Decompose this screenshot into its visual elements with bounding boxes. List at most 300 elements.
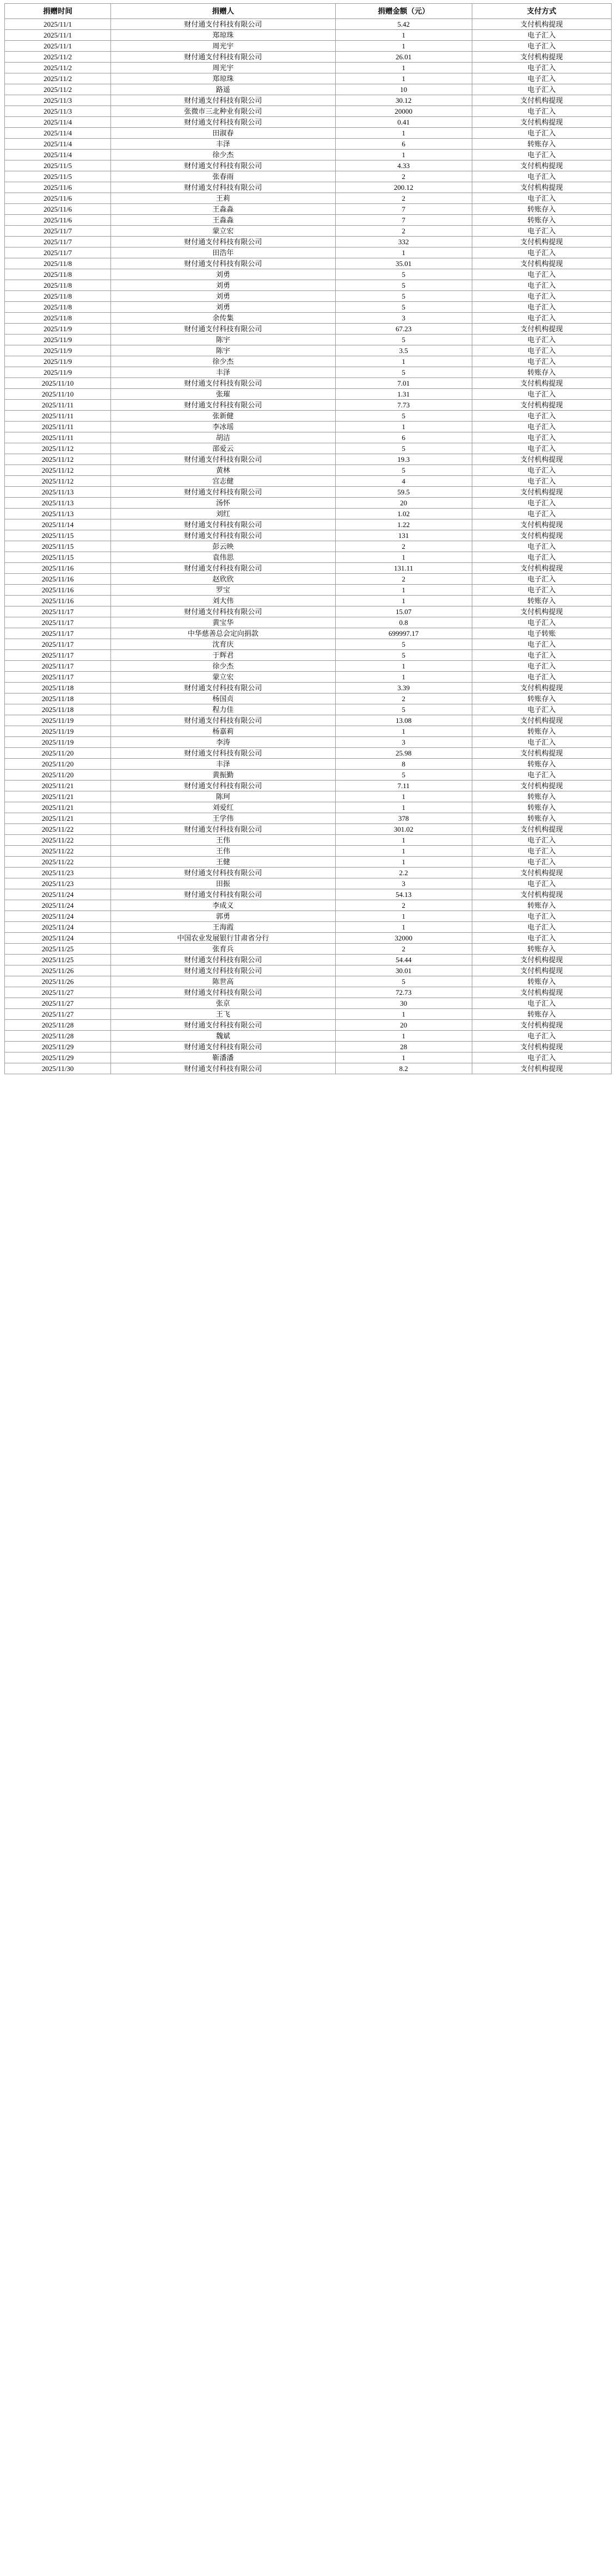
cell-date: 2025/11/8 xyxy=(5,280,111,291)
cell-date: 2025/11/2 xyxy=(5,73,111,84)
table-row xyxy=(5,215,612,226)
cell-donor: 王伟 xyxy=(111,846,336,857)
cell-donor: 丰泽 xyxy=(111,139,336,150)
cell-amount: 5 xyxy=(335,302,472,313)
cell-date: 2025/11/26 xyxy=(5,976,111,987)
cell-amount: 10 xyxy=(335,84,472,95)
cell-date: 2025/11/11 xyxy=(5,411,111,422)
cell-payment-method: 电子汇入 xyxy=(472,432,611,443)
table-row xyxy=(5,693,612,704)
cell-donor: 王健 xyxy=(111,857,336,868)
cell-date: 2025/11/23 xyxy=(5,868,111,878)
cell-amount: 32000 xyxy=(335,933,472,944)
cell-donor: 周光宇 xyxy=(111,41,336,52)
cell-payment-method: 支付机构提现 xyxy=(472,683,611,693)
cell-donor: 徐少杰 xyxy=(111,661,336,672)
cell-date: 2025/11/16 xyxy=(5,585,111,596)
cell-donor: 周光宇 xyxy=(111,63,336,73)
cell-payment-method: 电子汇入 xyxy=(472,443,611,454)
cell-payment-method: 转账存入 xyxy=(472,900,611,911)
cell-payment-method: 转账存入 xyxy=(472,976,611,987)
table-row xyxy=(5,759,612,770)
cell-donor: 赵欣欣 xyxy=(111,574,336,585)
cell-amount: 6 xyxy=(335,432,472,443)
cell-payment-method: 支付机构提现 xyxy=(472,160,611,171)
table-row xyxy=(5,30,612,41)
cell-date: 2025/11/6 xyxy=(5,204,111,215)
cell-donor: 王淼淼 xyxy=(111,215,336,226)
table-row xyxy=(5,781,612,791)
table-row xyxy=(5,1009,612,1020)
table-row xyxy=(5,857,612,868)
cell-amount: 28 xyxy=(335,1042,472,1052)
cell-date: 2025/11/21 xyxy=(5,813,111,824)
cell-payment-method: 电子汇入 xyxy=(472,84,611,95)
cell-donor: 财付通支付科技有限公司 xyxy=(111,868,336,878)
table-row xyxy=(5,606,612,617)
cell-payment-method: 支付机构提现 xyxy=(472,965,611,976)
cell-date: 2025/11/3 xyxy=(5,95,111,106)
cell-date: 2025/11/27 xyxy=(5,1009,111,1020)
cell-donor: 刘勇 xyxy=(111,280,336,291)
cell-amount: 2 xyxy=(335,900,472,911)
cell-date: 2025/11/24 xyxy=(5,900,111,911)
cell-amount: 378 xyxy=(335,813,472,824)
cell-amount: 1 xyxy=(335,672,472,683)
table-row xyxy=(5,204,612,215)
table-row xyxy=(5,117,612,128)
cell-donor: 蒙立宏 xyxy=(111,672,336,683)
cell-donor: 彭云映 xyxy=(111,541,336,552)
table-row xyxy=(5,454,612,465)
cell-donor: 田振 xyxy=(111,878,336,889)
cell-payment-method: 电子汇入 xyxy=(472,639,611,650)
table-row xyxy=(5,19,612,30)
cell-date: 2025/11/18 xyxy=(5,704,111,715)
table-row xyxy=(5,661,612,672)
cell-amount: 30 xyxy=(335,998,472,1009)
table-row xyxy=(5,933,612,944)
table-row xyxy=(5,182,612,193)
table-row xyxy=(5,237,612,247)
cell-date: 2025/11/9 xyxy=(5,324,111,335)
table-row xyxy=(5,313,612,324)
cell-amount: 7 xyxy=(335,215,472,226)
cell-date: 2025/11/12 xyxy=(5,443,111,454)
cell-payment-method: 电子汇入 xyxy=(472,737,611,748)
cell-amount: 131 xyxy=(335,530,472,541)
cell-amount: 7.01 xyxy=(335,378,472,389)
cell-donor: 邵爱云 xyxy=(111,443,336,454)
table-row xyxy=(5,128,612,139)
cell-date: 2025/11/27 xyxy=(5,998,111,1009)
cell-amount: 1 xyxy=(335,1052,472,1063)
cell-date: 2025/11/26 xyxy=(5,965,111,976)
cell-date: 2025/11/24 xyxy=(5,889,111,900)
cell-donor: 张育兵 xyxy=(111,944,336,955)
cell-date: 2025/11/13 xyxy=(5,487,111,498)
cell-payment-method: 支付机构提现 xyxy=(472,563,611,574)
cell-donor: 财付通支付科技有限公司 xyxy=(111,95,336,106)
table-row xyxy=(5,813,612,824)
table-row xyxy=(5,400,612,411)
table-row xyxy=(5,672,612,683)
cell-date: 2025/11/20 xyxy=(5,759,111,770)
cell-payment-method: 电子汇入 xyxy=(472,846,611,857)
cell-payment-method: 电子汇入 xyxy=(472,302,611,313)
cell-amount: 7 xyxy=(335,204,472,215)
cell-date: 2025/11/7 xyxy=(5,237,111,247)
cell-date: 2025/11/21 xyxy=(5,781,111,791)
cell-amount: 5 xyxy=(335,291,472,302)
cell-amount: 72.73 xyxy=(335,987,472,998)
cell-donor: 刘勇 xyxy=(111,302,336,313)
cell-amount: 131.11 xyxy=(335,563,472,574)
cell-payment-method: 电子汇入 xyxy=(472,280,611,291)
cell-date: 2025/11/19 xyxy=(5,715,111,726)
cell-donor: 财付通支付科技有限公司 xyxy=(111,606,336,617)
cell-amount: 1 xyxy=(335,802,472,813)
cell-payment-method: 电子汇入 xyxy=(472,476,611,487)
cell-amount: 5 xyxy=(335,280,472,291)
cell-date: 2025/11/27 xyxy=(5,987,111,998)
table-row xyxy=(5,878,612,889)
cell-donor: 中华慈善总会定向捐款 xyxy=(111,628,336,639)
cell-donor: 李冰瑶 xyxy=(111,422,336,432)
cell-payment-method: 支付机构提现 xyxy=(472,1042,611,1052)
table-row xyxy=(5,378,612,389)
cell-donor: 财付通支付科技有限公司 xyxy=(111,454,336,465)
cell-donor: 徐少杰 xyxy=(111,150,336,160)
cell-date: 2025/11/17 xyxy=(5,672,111,683)
cell-payment-method: 电子汇入 xyxy=(472,291,611,302)
table-row xyxy=(5,976,612,987)
cell-donor: 陈珂 xyxy=(111,791,336,802)
cell-amount: 1 xyxy=(335,726,472,737)
cell-donor: 陈宇 xyxy=(111,335,336,345)
table-row xyxy=(5,52,612,63)
cell-date: 2025/11/2 xyxy=(5,52,111,63)
cell-payment-method: 电子汇入 xyxy=(472,193,611,204)
cell-date: 2025/11/24 xyxy=(5,911,111,922)
cell-donor: 胡洁 xyxy=(111,432,336,443)
cell-payment-method: 支付机构提现 xyxy=(472,868,611,878)
table-body xyxy=(5,19,612,1074)
table-row xyxy=(5,356,612,367)
cell-amount: 5 xyxy=(335,367,472,378)
cell-donor: 张新健 xyxy=(111,411,336,422)
cell-payment-method: 电子转账 xyxy=(472,628,611,639)
cell-amount: 699997.17 xyxy=(335,628,472,639)
cell-payment-method: 电子汇入 xyxy=(472,704,611,715)
table-row xyxy=(5,987,612,998)
cell-payment-method: 电子汇入 xyxy=(472,998,611,1009)
table-header-row xyxy=(5,4,612,19)
cell-amount: 67.23 xyxy=(335,324,472,335)
cell-amount: 8 xyxy=(335,759,472,770)
table-row xyxy=(5,944,612,955)
cell-payment-method: 转账存入 xyxy=(472,693,611,704)
cell-amount: 5 xyxy=(335,976,472,987)
cell-date: 2025/11/12 xyxy=(5,476,111,487)
cell-date: 2025/11/22 xyxy=(5,857,111,868)
cell-donor: 刘大伟 xyxy=(111,596,336,606)
cell-amount: 1.22 xyxy=(335,519,472,530)
cell-donor: 刘勇 xyxy=(111,291,336,302)
cell-date: 2025/11/11 xyxy=(5,422,111,432)
cell-date: 2025/11/9 xyxy=(5,356,111,367)
cell-donor: 李成义 xyxy=(111,900,336,911)
cell-amount: 1.02 xyxy=(335,509,472,519)
cell-amount: 30.12 xyxy=(335,95,472,106)
table-row xyxy=(5,683,612,693)
cell-date: 2025/11/22 xyxy=(5,824,111,835)
cell-amount: 0.8 xyxy=(335,617,472,628)
cell-donor: 丰泽 xyxy=(111,759,336,770)
cell-donor: 余传集 xyxy=(111,313,336,324)
cell-amount: 3 xyxy=(335,737,472,748)
cell-amount: 1 xyxy=(335,150,472,160)
cell-donor: 李涛 xyxy=(111,737,336,748)
cell-amount: 1 xyxy=(335,922,472,933)
cell-payment-method: 电子汇入 xyxy=(472,509,611,519)
cell-donor: 刘红 xyxy=(111,509,336,519)
cell-date: 2025/11/19 xyxy=(5,726,111,737)
cell-amount: 2 xyxy=(335,693,472,704)
cell-date: 2025/11/23 xyxy=(5,878,111,889)
cell-payment-method: 支付机构提现 xyxy=(472,955,611,965)
cell-payment-method: 电子汇入 xyxy=(472,269,611,280)
cell-amount: 20 xyxy=(335,1020,472,1031)
table-row xyxy=(5,291,612,302)
cell-payment-method: 支付机构提现 xyxy=(472,519,611,530)
cell-amount: 1 xyxy=(335,1009,472,1020)
table-row xyxy=(5,280,612,291)
table-row xyxy=(5,160,612,171)
cell-date: 2025/11/8 xyxy=(5,258,111,269)
cell-payment-method: 电子汇入 xyxy=(472,541,611,552)
cell-payment-method: 电子汇入 xyxy=(472,226,611,237)
table-row xyxy=(5,258,612,269)
table-row xyxy=(5,628,612,639)
table-row xyxy=(5,650,612,661)
cell-date: 2025/11/6 xyxy=(5,193,111,204)
donation-table xyxy=(4,3,612,1074)
cell-amount: 3.39 xyxy=(335,683,472,693)
cell-payment-method: 电子汇入 xyxy=(472,313,611,324)
cell-amount: 3 xyxy=(335,878,472,889)
cell-donor: 财付通支付科技有限公司 xyxy=(111,378,336,389)
cell-donor: 财付通支付科技有限公司 xyxy=(111,324,336,335)
cell-amount: 30.01 xyxy=(335,965,472,976)
cell-date: 2025/11/24 xyxy=(5,922,111,933)
cell-donor: 王伟 xyxy=(111,835,336,846)
table-row xyxy=(5,411,612,422)
cell-donor: 刘勇 xyxy=(111,269,336,280)
cell-payment-method: 电子汇入 xyxy=(472,345,611,356)
cell-amount: 1 xyxy=(335,356,472,367)
cell-date: 2025/11/17 xyxy=(5,650,111,661)
table-row xyxy=(5,509,612,519)
cell-date: 2025/11/24 xyxy=(5,933,111,944)
cell-amount: 1 xyxy=(335,835,472,846)
cell-payment-method: 电子汇入 xyxy=(472,422,611,432)
table-row xyxy=(5,247,612,258)
cell-date: 2025/11/1 xyxy=(5,30,111,41)
cell-payment-method: 转账存入 xyxy=(472,139,611,150)
cell-payment-method: 电子汇入 xyxy=(472,465,611,476)
cell-date: 2025/11/21 xyxy=(5,802,111,813)
cell-date: 2025/11/20 xyxy=(5,770,111,781)
cell-donor: 财付通支付科技有限公司 xyxy=(111,683,336,693)
cell-payment-method: 转账存入 xyxy=(472,791,611,802)
table-header xyxy=(5,4,612,19)
table-row xyxy=(5,422,612,432)
cell-date: 2025/11/10 xyxy=(5,389,111,400)
cell-date: 2025/11/1 xyxy=(5,41,111,52)
cell-donor: 魏斌 xyxy=(111,1031,336,1042)
cell-donor: 黄宝华 xyxy=(111,617,336,628)
table-row xyxy=(5,150,612,160)
cell-donor: 王淼淼 xyxy=(111,204,336,215)
cell-date: 2025/11/15 xyxy=(5,530,111,541)
cell-donor: 沈育庆 xyxy=(111,639,336,650)
cell-amount: 4 xyxy=(335,476,472,487)
table-row xyxy=(5,476,612,487)
cell-date: 2025/11/8 xyxy=(5,291,111,302)
table-row xyxy=(5,335,612,345)
table-row xyxy=(5,302,612,313)
cell-payment-method: 支付机构提现 xyxy=(472,52,611,63)
cell-date: 2025/11/9 xyxy=(5,335,111,345)
cell-payment-method: 电子汇入 xyxy=(472,41,611,52)
cell-date: 2025/11/9 xyxy=(5,367,111,378)
cell-payment-method: 电子汇入 xyxy=(472,933,611,944)
cell-donor: 郭勇 xyxy=(111,911,336,922)
cell-amount: 1 xyxy=(335,30,472,41)
cell-donor: 财付通支付科技有限公司 xyxy=(111,237,336,247)
cell-amount: 59.5 xyxy=(335,487,472,498)
table-row xyxy=(5,1031,612,1042)
cell-date: 2025/11/4 xyxy=(5,150,111,160)
cell-date: 2025/11/16 xyxy=(5,596,111,606)
table-row xyxy=(5,922,612,933)
cell-date: 2025/11/13 xyxy=(5,509,111,519)
cell-amount: 301.02 xyxy=(335,824,472,835)
cell-payment-method: 电子汇入 xyxy=(472,498,611,509)
cell-date: 2025/11/2 xyxy=(5,63,111,73)
table-row xyxy=(5,998,612,1009)
cell-payment-method: 电子汇入 xyxy=(472,835,611,846)
cell-donor: 徐少杰 xyxy=(111,356,336,367)
cell-date: 2025/11/8 xyxy=(5,313,111,324)
cell-donor: 郑琼珠 xyxy=(111,73,336,84)
table-row xyxy=(5,704,612,715)
cell-date: 2025/11/21 xyxy=(5,791,111,802)
cell-payment-method: 转账存入 xyxy=(472,367,611,378)
table-row xyxy=(5,1020,612,1031)
cell-payment-method: 支付机构提现 xyxy=(472,1063,611,1074)
cell-donor: 黄振勤 xyxy=(111,770,336,781)
table-row xyxy=(5,965,612,976)
cell-payment-method: 转账存入 xyxy=(472,204,611,215)
cell-payment-method: 转账存入 xyxy=(472,759,611,770)
cell-payment-method: 支付机构提现 xyxy=(472,1020,611,1031)
cell-amount: 20000 xyxy=(335,106,472,117)
cell-payment-method: 转账存入 xyxy=(472,813,611,824)
cell-date: 2025/11/18 xyxy=(5,693,111,704)
cell-payment-method: 支付机构提现 xyxy=(472,606,611,617)
cell-date: 2025/11/12 xyxy=(5,465,111,476)
table-row xyxy=(5,367,612,378)
cell-amount: 25.98 xyxy=(335,748,472,759)
cell-donor: 王海霞 xyxy=(111,922,336,933)
cell-donor: 财付通支付科技有限公司 xyxy=(111,1063,336,1074)
cell-donor: 财付通支付科技有限公司 xyxy=(111,1020,336,1031)
cell-amount: 19.3 xyxy=(335,454,472,465)
donation-sheet xyxy=(0,0,616,1079)
cell-date: 2025/11/5 xyxy=(5,171,111,182)
cell-amount: 1 xyxy=(335,596,472,606)
table-row xyxy=(5,171,612,182)
cell-payment-method: 支付机构提现 xyxy=(472,182,611,193)
cell-payment-method: 电子汇入 xyxy=(472,150,611,160)
cell-amount: 3 xyxy=(335,313,472,324)
table-row xyxy=(5,106,612,117)
table-row xyxy=(5,73,612,84)
cell-payment-method: 电子汇入 xyxy=(472,922,611,933)
table-row xyxy=(5,955,612,965)
table-row xyxy=(5,498,612,509)
cell-donor: 财付通支付科技有限公司 xyxy=(111,519,336,530)
cell-donor: 汤怀 xyxy=(111,498,336,509)
cell-payment-method: 支付机构提现 xyxy=(472,258,611,269)
cell-donor: 郑琼珠 xyxy=(111,30,336,41)
cell-donor: 张微市三北种业有限公司 xyxy=(111,106,336,117)
cell-payment-method: 支付机构提现 xyxy=(472,117,611,128)
cell-payment-method: 转账存入 xyxy=(472,726,611,737)
table-row xyxy=(5,95,612,106)
cell-payment-method: 电子汇入 xyxy=(472,770,611,781)
cell-payment-method: 支付机构提现 xyxy=(472,400,611,411)
cell-date: 2025/11/17 xyxy=(5,639,111,650)
cell-donor: 王飞 xyxy=(111,1009,336,1020)
cell-date: 2025/11/15 xyxy=(5,541,111,552)
cell-payment-method: 支付机构提现 xyxy=(472,748,611,759)
cell-amount: 13.08 xyxy=(335,715,472,726)
cell-payment-method: 电子汇入 xyxy=(472,661,611,672)
table-row xyxy=(5,530,612,541)
table-row xyxy=(5,911,612,922)
cell-payment-method: 电子汇入 xyxy=(472,389,611,400)
cell-donor: 田淑春 xyxy=(111,128,336,139)
cell-date: 2025/11/28 xyxy=(5,1020,111,1031)
table-row xyxy=(5,715,612,726)
cell-donor: 财付通支付科技有限公司 xyxy=(111,19,336,30)
cell-date: 2025/11/11 xyxy=(5,432,111,443)
cell-payment-method: 支付机构提现 xyxy=(472,19,611,30)
cell-date: 2025/11/17 xyxy=(5,628,111,639)
table-row xyxy=(5,748,612,759)
cell-date: 2025/11/7 xyxy=(5,247,111,258)
cell-payment-method: 支付机构提现 xyxy=(472,824,611,835)
cell-date: 2025/11/20 xyxy=(5,748,111,759)
cell-date: 2025/11/14 xyxy=(5,519,111,530)
cell-donor: 财付通支付科技有限公司 xyxy=(111,824,336,835)
cell-date: 2025/11/17 xyxy=(5,606,111,617)
cell-amount: 8.2 xyxy=(335,1063,472,1074)
cell-donor: 财付通支付科技有限公司 xyxy=(111,487,336,498)
